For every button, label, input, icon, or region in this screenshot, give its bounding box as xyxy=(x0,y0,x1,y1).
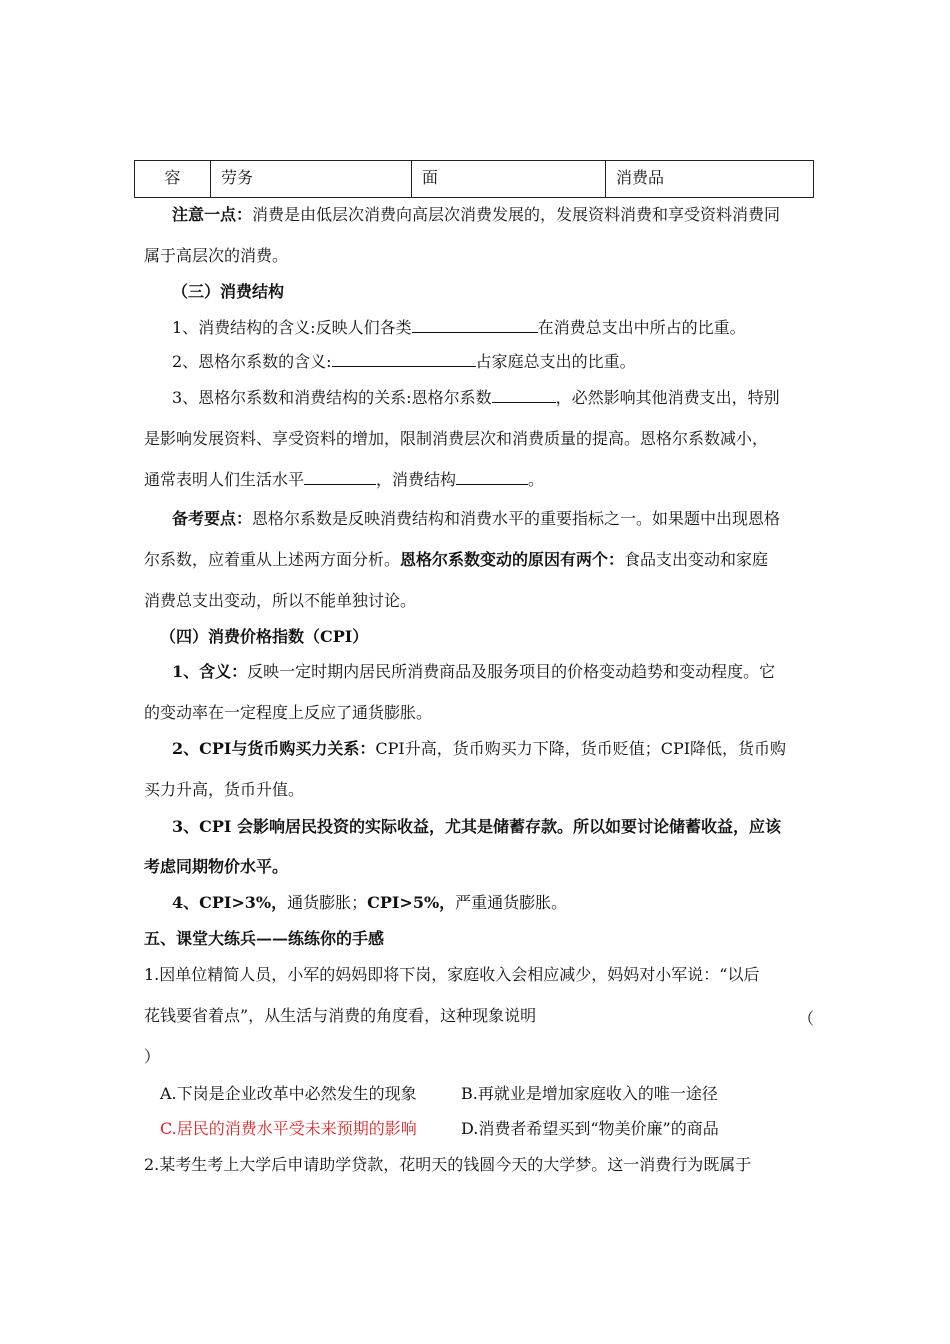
exam-text-a: 尔系数，应着重从上述两方面分析。 xyxy=(144,550,401,569)
fill-blank xyxy=(492,388,556,403)
section3-item3-end xyxy=(144,470,544,490)
cpi-label-a: 4、CPI>3%， xyxy=(172,893,288,912)
note1-line2: 属于高层次的消费。 xyxy=(144,246,289,265)
exam-text-bold: 恩格尔系数变动的原因有两个： xyxy=(400,550,625,569)
answer-paren-close: ） xyxy=(144,1047,161,1066)
exam-point-line3: 消费总支出变动，所以不能单独讨论。 xyxy=(144,591,417,610)
cpi-purchasing-power xyxy=(172,739,786,759)
cpi-text-b: 严重通货膨胀。 xyxy=(455,893,568,912)
section3-item3-cont: 是影响发展资料、享受资料的增加，限制消费层次和消费质量的提高。恩格尔系数减小， xyxy=(144,429,769,448)
table-cell: 面 xyxy=(412,161,606,198)
exam-text: 恩格尔系数是反映消费结构和消费水平的重要指标之一。如果题中出现恩格 xyxy=(252,509,781,528)
cpi-meaning-text: 反映一定时期内居民所消费商品及服务项目的价格变动趋势和变动程度。它 xyxy=(247,662,776,681)
section3-item3 xyxy=(172,388,780,408)
item3-text-b: ，必然影响其他消费支出，特别 xyxy=(555,388,780,407)
cpi-label-b: CPI>5%， xyxy=(367,893,456,912)
fill-blank xyxy=(412,318,538,333)
option-d: D.消费者希望买到“物美价廉”的商品 xyxy=(461,1119,719,1138)
question2-line1: 2.某考生考上大学后申请助学贷款，花明天的钱圆今天的大学梦。这一消费行为既属于 xyxy=(144,1155,752,1174)
item3-text-d: 通常表明人们生活水平 xyxy=(144,470,305,489)
cpi-investment-cont: 考虑同期物价水平。 xyxy=(144,857,289,876)
option-b: B.再就业是增加家庭收入的唯一途径 xyxy=(461,1084,718,1103)
fill-blank xyxy=(332,352,476,367)
exam-point-line1 xyxy=(172,509,780,529)
section3-item1 xyxy=(172,318,746,338)
item3-text: 3、恩格尔系数和消费结构的关系:恩格尔系数 xyxy=(172,388,492,407)
cpi-text-a: 通货膨胀； xyxy=(287,893,368,912)
note1-line xyxy=(172,205,780,225)
note1-text: 消费是由低层次消费向高层次消费发展的，发展资料消费和享受资料消费同 xyxy=(252,205,781,224)
option-c-answer: C.居民的消费水平受未来预期的影响 xyxy=(160,1119,417,1138)
cpi-power-text: CPI升高，货币购买力下降，货币贬值；CPI降低，货币购 xyxy=(375,739,787,758)
table-cell: 容 xyxy=(135,161,211,198)
item1-text-end: 在消费总支出中所占的比重。 xyxy=(537,318,746,337)
answer-paren-open: （ xyxy=(798,1009,815,1028)
item2-text: 2、恩格尔系数的含义: xyxy=(172,352,332,371)
cpi-purchasing-power-cont: 买力升高，货币升值。 xyxy=(144,780,305,799)
option-a: A.下岗是企业改革中必然发生的现象 xyxy=(160,1084,417,1103)
item2-text-end: 占家庭总支出的比重。 xyxy=(475,352,636,371)
section5-title: 五、课堂大练兵——练练你的手感 xyxy=(144,929,385,948)
fill-blank xyxy=(304,470,376,485)
question1-line1: 1.因单位精简人员，小军的妈妈即将下岗，家庭收入会相应减少，妈妈对小军说：“以后 xyxy=(144,965,760,984)
section3-item2 xyxy=(172,352,636,372)
table-row xyxy=(135,161,814,198)
item3-text-f: 。 xyxy=(528,470,545,489)
item3-text-e: ，消费结构 xyxy=(376,470,457,489)
exam-text-c: 食品支出变动和家庭 xyxy=(624,550,769,569)
consumption-table-fragment xyxy=(134,160,814,198)
section3-title: （三）消费结构 xyxy=(172,282,285,301)
cpi-power-label: 2、CPI与货币购买力关系： xyxy=(172,739,376,758)
item1-text: 1、消费结构的含义:反映人们各类 xyxy=(172,318,412,337)
fill-blank xyxy=(456,470,528,485)
cpi-investment: 3、CPI 会影响居民投资的实际收益，尤其是储蓄存款。所以如要讨论储蓄收益，应该 xyxy=(172,817,781,836)
note1-label: 注意一点： xyxy=(172,205,253,224)
cpi-meaning xyxy=(172,662,775,682)
cpi-inflation xyxy=(172,893,567,913)
table-cell: 劳务 xyxy=(211,161,412,198)
question1-line2: 花钱要省着点”，从生活与消费的角度看，这种现象说明 xyxy=(144,1006,537,1025)
section4-title: （四）消费价格指数（CPI） xyxy=(160,627,369,646)
cpi-meaning-cont: 的变动率在一定程度上反应了通货膨胀。 xyxy=(144,703,433,722)
exam-label: 备考要点： xyxy=(172,509,253,528)
exam-point-line2 xyxy=(144,550,768,570)
table-cell: 消费品 xyxy=(606,161,814,198)
cpi-meaning-label: 1、含义： xyxy=(172,662,248,681)
